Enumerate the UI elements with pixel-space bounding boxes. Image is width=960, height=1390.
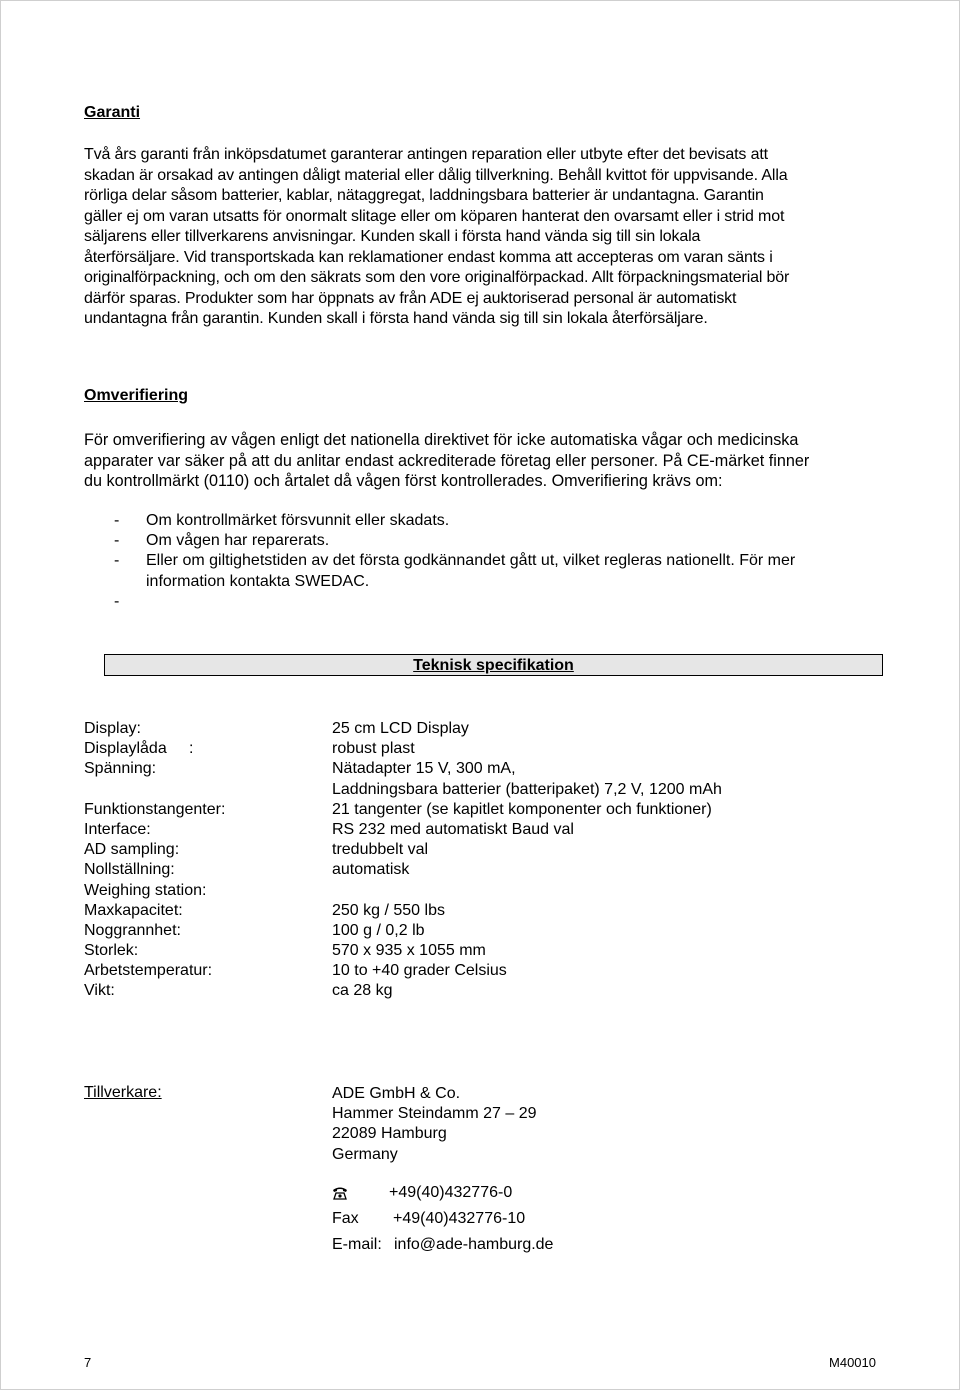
spec-label: Maxkapacitet: [84,901,183,919]
bullet-dash: - [114,592,120,610]
spec-row [84,941,884,961]
telephone-icon [332,1186,348,1200]
spec-value: robust plast [332,740,415,758]
list-item-continuation [114,572,884,592]
spec-value: 100 g / 0,2 lb [332,921,425,939]
spec-value: ca 28 kg [332,982,393,1000]
list-item [114,551,884,571]
spec-row [84,780,884,800]
spec-label: Noggrannhet: [84,921,181,939]
page-number: 7 [84,1355,92,1370]
warranty-paragraph [84,145,884,330]
spec-value: 570 x 935 x 1055 mm [332,942,486,960]
list-item [114,531,884,551]
list-item [114,511,884,531]
reverification-list [114,511,884,612]
spec-value: automatisk [332,861,410,879]
spec-label: Display: [84,720,141,737]
spec-value: 21 tangenter (se kapitlet komponenter och funktioner) [332,800,712,818]
phone-number: +49(40)432776-0 [389,1184,513,1201]
fax-number: +49(40)432776-10 [393,1210,526,1227]
warranty-line: gäller ej om varan utsatts för onormalt slitage eller om köparen hanterat den ovarsamt eller i strid mot [84,207,785,225]
email-address: info@ade-hamburg.de [394,1236,554,1253]
spec-table [84,719,884,1002]
manufacturer-address [332,1084,537,1165]
spec-row [84,901,884,921]
spec-value: 25 cm LCD Display [332,720,469,737]
spec-label: Interface: [84,820,151,838]
address-line: Germany [332,1145,398,1163]
warranty-line: rörliga delar såsom batterier, kablar, nätaggregat, laddningsbara batterier är undantagna. Garantin [84,187,764,204]
spec-value: Nätadapter 15 V, 300 mA, [332,760,516,778]
spec-label: Spänning: [84,760,157,778]
reverification-line: du kontrollmärkt (0110) och årtalet då vågen först kontrollerades. Omverifiering krävs om: [84,472,723,490]
reverification-line: För omverifiering av vågen enligt det nationella direktivet för icke automatiska vågar och medicinska [84,431,799,449]
spec-row [84,820,884,840]
fax-label: Fax [332,1210,359,1227]
address-line: 22089 Hamburg [332,1125,447,1143]
warranty-line: skadan är orsakad av antingen dåligt material eller dålig tillverkning. Behåll kvittot för uppvisande. Alla [84,166,788,184]
spec-value: 250 kg / 550 lbs [332,901,445,919]
spec-title: Teknisk specifikation [413,657,574,674]
spec-row [84,961,884,981]
spec-label: Nollställning: [84,861,175,879]
list-item-text: Eller om giltighetstiden av det första godkännandet gått ut, vilket regleras nationellt. För mer [146,552,796,570]
spec-row [84,739,884,759]
spec-row [84,719,884,739]
spec-label: Funktionstangenter: [84,800,226,818]
spec-label: Arbetstemperatur: [84,962,213,980]
warranty-line: originalförpackning, och om den säkrats som den vore originalförpackad. Allt förpackningsmaterial bör [84,269,790,286]
bullet-dash: - [114,552,120,570]
list-item-text: Om vågen har reparerats. [146,532,330,550]
spec-row [84,759,884,779]
spec-row [84,800,884,820]
spec-row [84,981,884,1001]
warranty-line: därför sparas. Produkter som har öppnats av från ADE ej auktoriserad personal är automatiskt [84,289,737,307]
spec-label: Displaylåda : [84,740,194,758]
spec-row [84,840,884,860]
spec-row [84,881,884,901]
manufacturer-label: Tillverkare: [84,1084,162,1101]
spec-title-bar [104,654,883,676]
email-line [332,1236,554,1254]
spec-label: Vikt: [84,982,115,1000]
spec-row [84,921,884,941]
spec-label: AD sampling: [84,841,180,859]
list-item-text: Om kontrollmärket försvunnit eller skadats. [146,512,450,529]
spec-value: tredubbelt val [332,841,429,859]
warranty-line: återförsäljare. Vid transportskada kan reklamationer endast komma att accepteras om varan sänts i [84,248,773,266]
reverification-paragraph [84,430,884,492]
reverification-line: apparater var säker på att du anlitar endast ackrediterade företag eller personer. På CE-märket finner [84,451,810,470]
warranty-line: Två års garanti från inköpsdatumet garanterar antingen reparation eller utbyte efter det bevisats att [84,146,768,163]
spec-label: Storlek: [84,942,139,960]
spec-label: Weighing station: [84,881,207,899]
warranty-line: undantagna från garantin. Kunden skall i första hand vända sig till sin lokala återförsäljare. [84,310,708,327]
spec-value: 10 to +40 grader Celsius [332,962,507,980]
list-item [114,592,884,612]
spec-value: RS 232 med automatiskt Baud val [332,820,574,838]
list-item-text: information kontakta SWEDAC. [146,572,370,590]
bullet-dash: - [114,532,120,550]
warranty-line: säljarens eller tillverkarens anvisningar. Kunden skall i första hand vända sig till sin lokala [84,228,701,245]
email-label: E-mail: [332,1236,382,1253]
warranty-heading: Garanti [84,104,141,121]
document-code: M40010 [829,1355,876,1370]
address-line: ADE GmbH & Co. [332,1085,461,1102]
bullet-dash: - [114,512,120,529]
address-line: Hammer Steindamm 27 – 29 [332,1105,537,1123]
reverification-heading: Omverifiering [84,387,189,404]
fax-line [332,1210,526,1228]
spec-value: Laddningsbara batterier (batteripaket) 7,2 V, 1200 mAh [332,780,722,798]
spec-row [84,860,884,880]
